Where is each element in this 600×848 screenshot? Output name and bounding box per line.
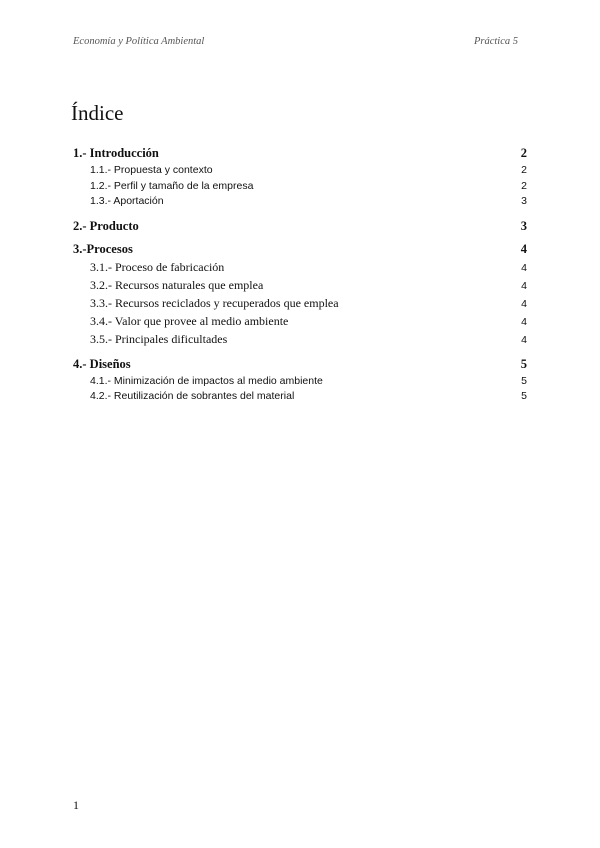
running-header-practice: Práctica 5: [473, 36, 518, 47]
page-number: 1: [73, 798, 79, 812]
toc-entry-4[interactable]: [73, 357, 527, 372]
toc-entry-label: 4.- Diseños: [73, 357, 131, 371]
toc-entry-1[interactable]: [73, 146, 527, 161]
toc-entry-3[interactable]: [73, 242, 527, 257]
toc-entry-page: 2: [521, 180, 527, 192]
toc-entry-4-2[interactable]: [73, 390, 527, 402]
toc-entry-page: 4: [521, 334, 527, 346]
toc-entry-3-2[interactable]: [73, 278, 527, 293]
toc-entry-1-2[interactable]: [73, 180, 527, 192]
toc-entry-page: 5: [521, 390, 527, 402]
toc-entry-page: 4: [521, 280, 527, 292]
toc-entry-label: 4.1.- Minimización de impactos al medio ambiente: [90, 375, 323, 387]
page-title: Índice: [71, 101, 124, 125]
toc-entry-page: 3: [520, 219, 527, 233]
toc-entry-page: 4: [521, 262, 527, 274]
toc-entry-label: 1.1.- Propuesta y contexto: [90, 164, 213, 176]
toc-entry-label: 1.3.- Aportación: [90, 195, 164, 207]
toc-entry-1-3[interactable]: [73, 195, 527, 207]
toc-entry-page: 2: [520, 146, 527, 160]
toc-entry-4-1[interactable]: [73, 375, 527, 387]
toc-entry-3-3[interactable]: [73, 296, 527, 311]
toc-entry-3-4[interactable]: [73, 314, 527, 329]
toc-entry-page: 4: [521, 316, 527, 328]
toc-entry-page: 4: [520, 242, 527, 256]
toc-entry-label: 3.3.- Recursos reciclados y recuperados que emplea: [90, 296, 339, 310]
toc-entry-label: 2.- Producto: [73, 219, 139, 233]
toc-entry-label: 3.5.- Principales dificultades: [90, 332, 228, 346]
toc-entry-1-1[interactable]: [73, 164, 527, 176]
toc-entry-page: 4: [521, 298, 527, 310]
toc-entry-page: 5: [520, 357, 527, 371]
toc-entry-label: 1.2.- Perfil y tamaño de la empresa: [90, 180, 254, 192]
toc-entry-page: 3: [521, 195, 527, 207]
toc-entry-label: 3.-Procesos: [73, 242, 133, 256]
toc-entry-label: 1.- Introducción: [73, 146, 159, 160]
toc-entry-3-1[interactable]: [73, 260, 527, 275]
running-header-title: Economía y Política Ambiental: [73, 36, 205, 47]
toc-entry-page: 2: [521, 164, 527, 176]
toc-entry-label: 4.2.- Reutilización de sobrantes del material: [90, 390, 295, 402]
toc-entry-3-5[interactable]: [73, 332, 527, 347]
toc-entry-label: 3.1.- Proceso de fabricación: [90, 260, 225, 274]
toc-entry-page: 5: [521, 375, 527, 387]
toc-entry-label: 3.2.- Recursos naturales que emplea: [90, 278, 264, 292]
toc-entry-2[interactable]: [73, 219, 527, 234]
toc-entry-label: 3.4.- Valor que provee al medio ambiente: [90, 314, 289, 328]
